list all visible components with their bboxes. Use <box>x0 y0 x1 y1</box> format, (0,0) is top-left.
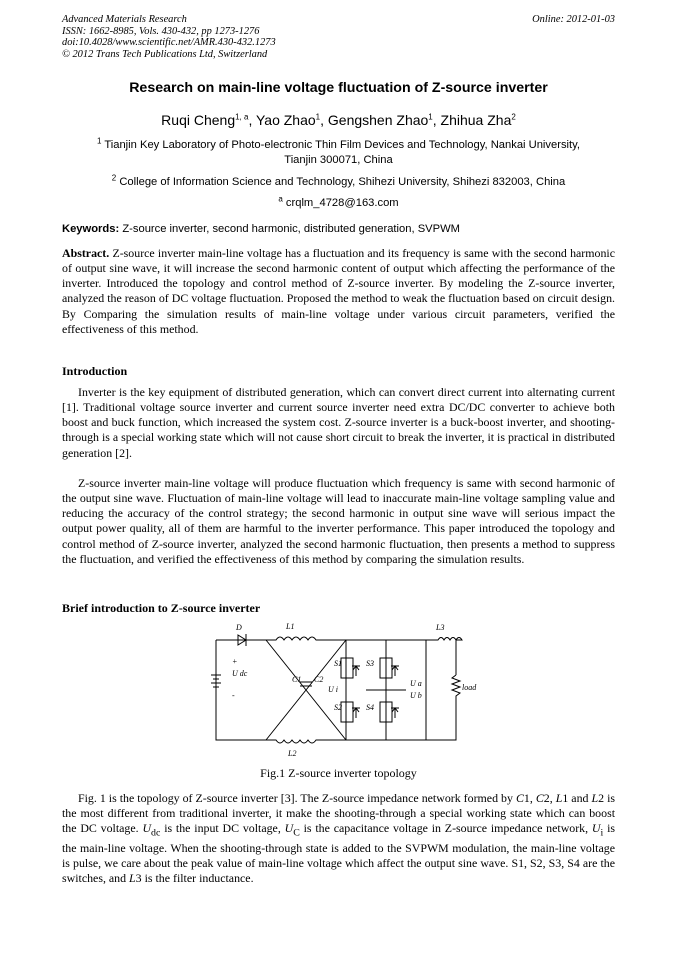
affiliation-1 <box>62 138 615 168</box>
ui-label: U i <box>328 685 338 694</box>
author-sup: 2 <box>511 112 516 122</box>
symbol-l1: L <box>555 791 563 805</box>
text-run: 3 is the filter inductance. <box>135 871 254 886</box>
minus-label: - <box>232 691 235 700</box>
plus-label: + <box>232 657 238 666</box>
text-run: 2 is the most different from traditional inverter, it make the shooting-through a special working state which can boost the DC voltage. <box>62 791 616 836</box>
affiliation-text: College of Information Science and Technology, Shihezi University, Shihezi 832003, China <box>119 176 566 188</box>
abstract <box>62 246 615 337</box>
s1-label: S1 <box>334 659 342 668</box>
affiliation-2 <box>62 175 615 190</box>
text-run: is the capacitance voltage in Z-source impedance network, <box>299 821 592 836</box>
s2-label: S2 <box>334 703 342 712</box>
affiliation-text: Tianjin Key Laboratory of Photo-electronic Thin Film Devices and Technology, Nankai University, <box>104 139 581 151</box>
symbol-udc: U <box>142 821 152 836</box>
l2-label: L2 <box>288 749 297 758</box>
online-date: Online: 2012-01-03 <box>532 14 615 25</box>
affiliation-sup: 1 <box>96 136 102 146</box>
journal-name: Advanced Materials Research <box>62 14 187 25</box>
text-run: 1 and <box>562 791 592 805</box>
l3-label: L3 <box>436 623 445 632</box>
paper-title: Research on main-line voltage fluctuation of Z-source inverter <box>129 80 548 96</box>
symbol-l2: L <box>591 791 599 805</box>
author-name: Gengshen Zhao <box>327 112 429 128</box>
symbol-ui: U <box>591 821 601 836</box>
section-paragraph <box>62 791 615 886</box>
affiliation-text: Tianjin 300071, China <box>284 153 393 166</box>
figure-caption: Fig.1 Z-source inverter topology <box>260 766 417 780</box>
symbol-subscript: dc <box>151 827 161 839</box>
intro-paragraph-2: Z-source inverter main-line voltage will produce fluctuation which frequency is same with second harmonic of the output sine wave. Fluctuation of main-line voltage will lead to inaccurate main-line voltage sampling value and reducing the accuracy of the control strategy; the second harmonic in output sine wave will serious impact the output power quality, all of them are harmful to the inverter performance. This paper introduced the topology and control method of Z-source inverter, analyzed the second harmonic fluctuation, then presents a method to suppress the fluctuation, and verified the effectiveness of this method by comparing the simulation results. <box>62 476 615 566</box>
s3-label: S3 <box>366 659 374 668</box>
symbol-subscript: i <box>600 827 604 839</box>
author-email <box>62 196 615 211</box>
copyright-line: © 2012 Trans Tech Publications Ltd, Switzerland <box>62 48 268 60</box>
email-sup: a <box>278 194 283 204</box>
author-sup: 1, a <box>235 112 249 122</box>
author-name: Yao Zhao <box>255 112 316 128</box>
author-name: Zhihua Zha <box>440 112 512 128</box>
z-source-topology-figure <box>196 620 486 760</box>
load-label: load <box>462 683 477 692</box>
ub-label: U b <box>410 691 422 700</box>
diode-label: D <box>236 623 242 632</box>
keywords-text: Z-source inverter, second harmonic, distributed generation, SVPWM <box>122 223 460 235</box>
udc-label: U dc <box>232 669 248 678</box>
keywords-label: Keywords: <box>62 223 120 235</box>
symbol-uc: U <box>284 821 294 836</box>
symbol-c2: C <box>535 791 544 805</box>
author-sup: 1 <box>428 112 433 122</box>
author-list: Ruqi Cheng$^{1, a}$, Yao Zhao$^1$, Gengshen Zhao$^1$, Zhihua Zha$^2$ <box>161 112 516 128</box>
journal-header <box>62 14 615 60</box>
c1-label: C1 <box>292 675 302 684</box>
s4-label: S4 <box>366 703 374 712</box>
author-sup: 1 <box>315 112 321 122</box>
email-text: crqlm_4728@163.com <box>285 197 399 209</box>
text-run: is the main-line voltage. When the shooting-through state is added to the SVPWM modulation, the main-line voltage is pulse, we care about the peak value of main-line voltage which affect the output sine wave. S1, S2, S3, S4 are the switches, and <box>62 821 616 886</box>
symbol-l3: L <box>129 871 136 886</box>
abstract-text: Z-source inverter main-line voltage has a fluctuation and its frequency is same with the second harmonic of output sine wave, it will increase the second harmonic content of output which affecting the performance of the inverter. Introduced the topology and control method of Z-source inverter. By modeling the Z-source inverter, analyzed the reason of DC voltage fluctuation. Proposed the method to weak the fluctuation based on circuit design. By Comparing the simulation results of main-line voltage under various circuit parameters, verified the effectiveness of this method. <box>62 246 615 336</box>
abstract-label: Abstract. <box>62 246 110 260</box>
section-heading: Brief introduction to Z-source inverter <box>62 601 261 615</box>
text-run: Fig. 1 is the topology of Z-source inverter [3]. The Z-source impedance network formed by <box>78 791 516 805</box>
l1-label: L1 <box>286 622 295 631</box>
intro-paragraph-1: Inverter is the key equipment of distributed generation, which can convert direct current into alternating current [1]. Traditional voltage source inverter and current source inverter need extra DC/DC converter to achieve both boost and buck function, which increased the system cost. Z-source inverter is a buck-boost inverter, and shooting-through is a special working state which will not cause short circuit to break the inverter, it is practical in distributed generation [2]. <box>62 385 615 460</box>
c2-label: C2 <box>314 675 324 684</box>
text-run: is the input DC voltage, <box>160 821 285 836</box>
keywords <box>62 222 615 236</box>
doi-line: doi:10.4028/www.scientific.net/AMR.430-432.1273 <box>62 37 276 49</box>
symbol-c1: C <box>515 791 524 805</box>
text-run: 2, <box>543 791 553 805</box>
issn-line: ISSN: 1662-8985, Vols. 430-432, pp 1273-1276 <box>62 25 260 37</box>
text-run: 1, <box>523 791 536 805</box>
affiliation-sup: 2 <box>111 173 117 183</box>
introduction-heading: Introduction <box>62 364 128 378</box>
symbol-subscript: C <box>293 827 300 839</box>
ua-label: U a <box>410 679 422 688</box>
author-name: Ruqi Cheng <box>161 112 236 128</box>
